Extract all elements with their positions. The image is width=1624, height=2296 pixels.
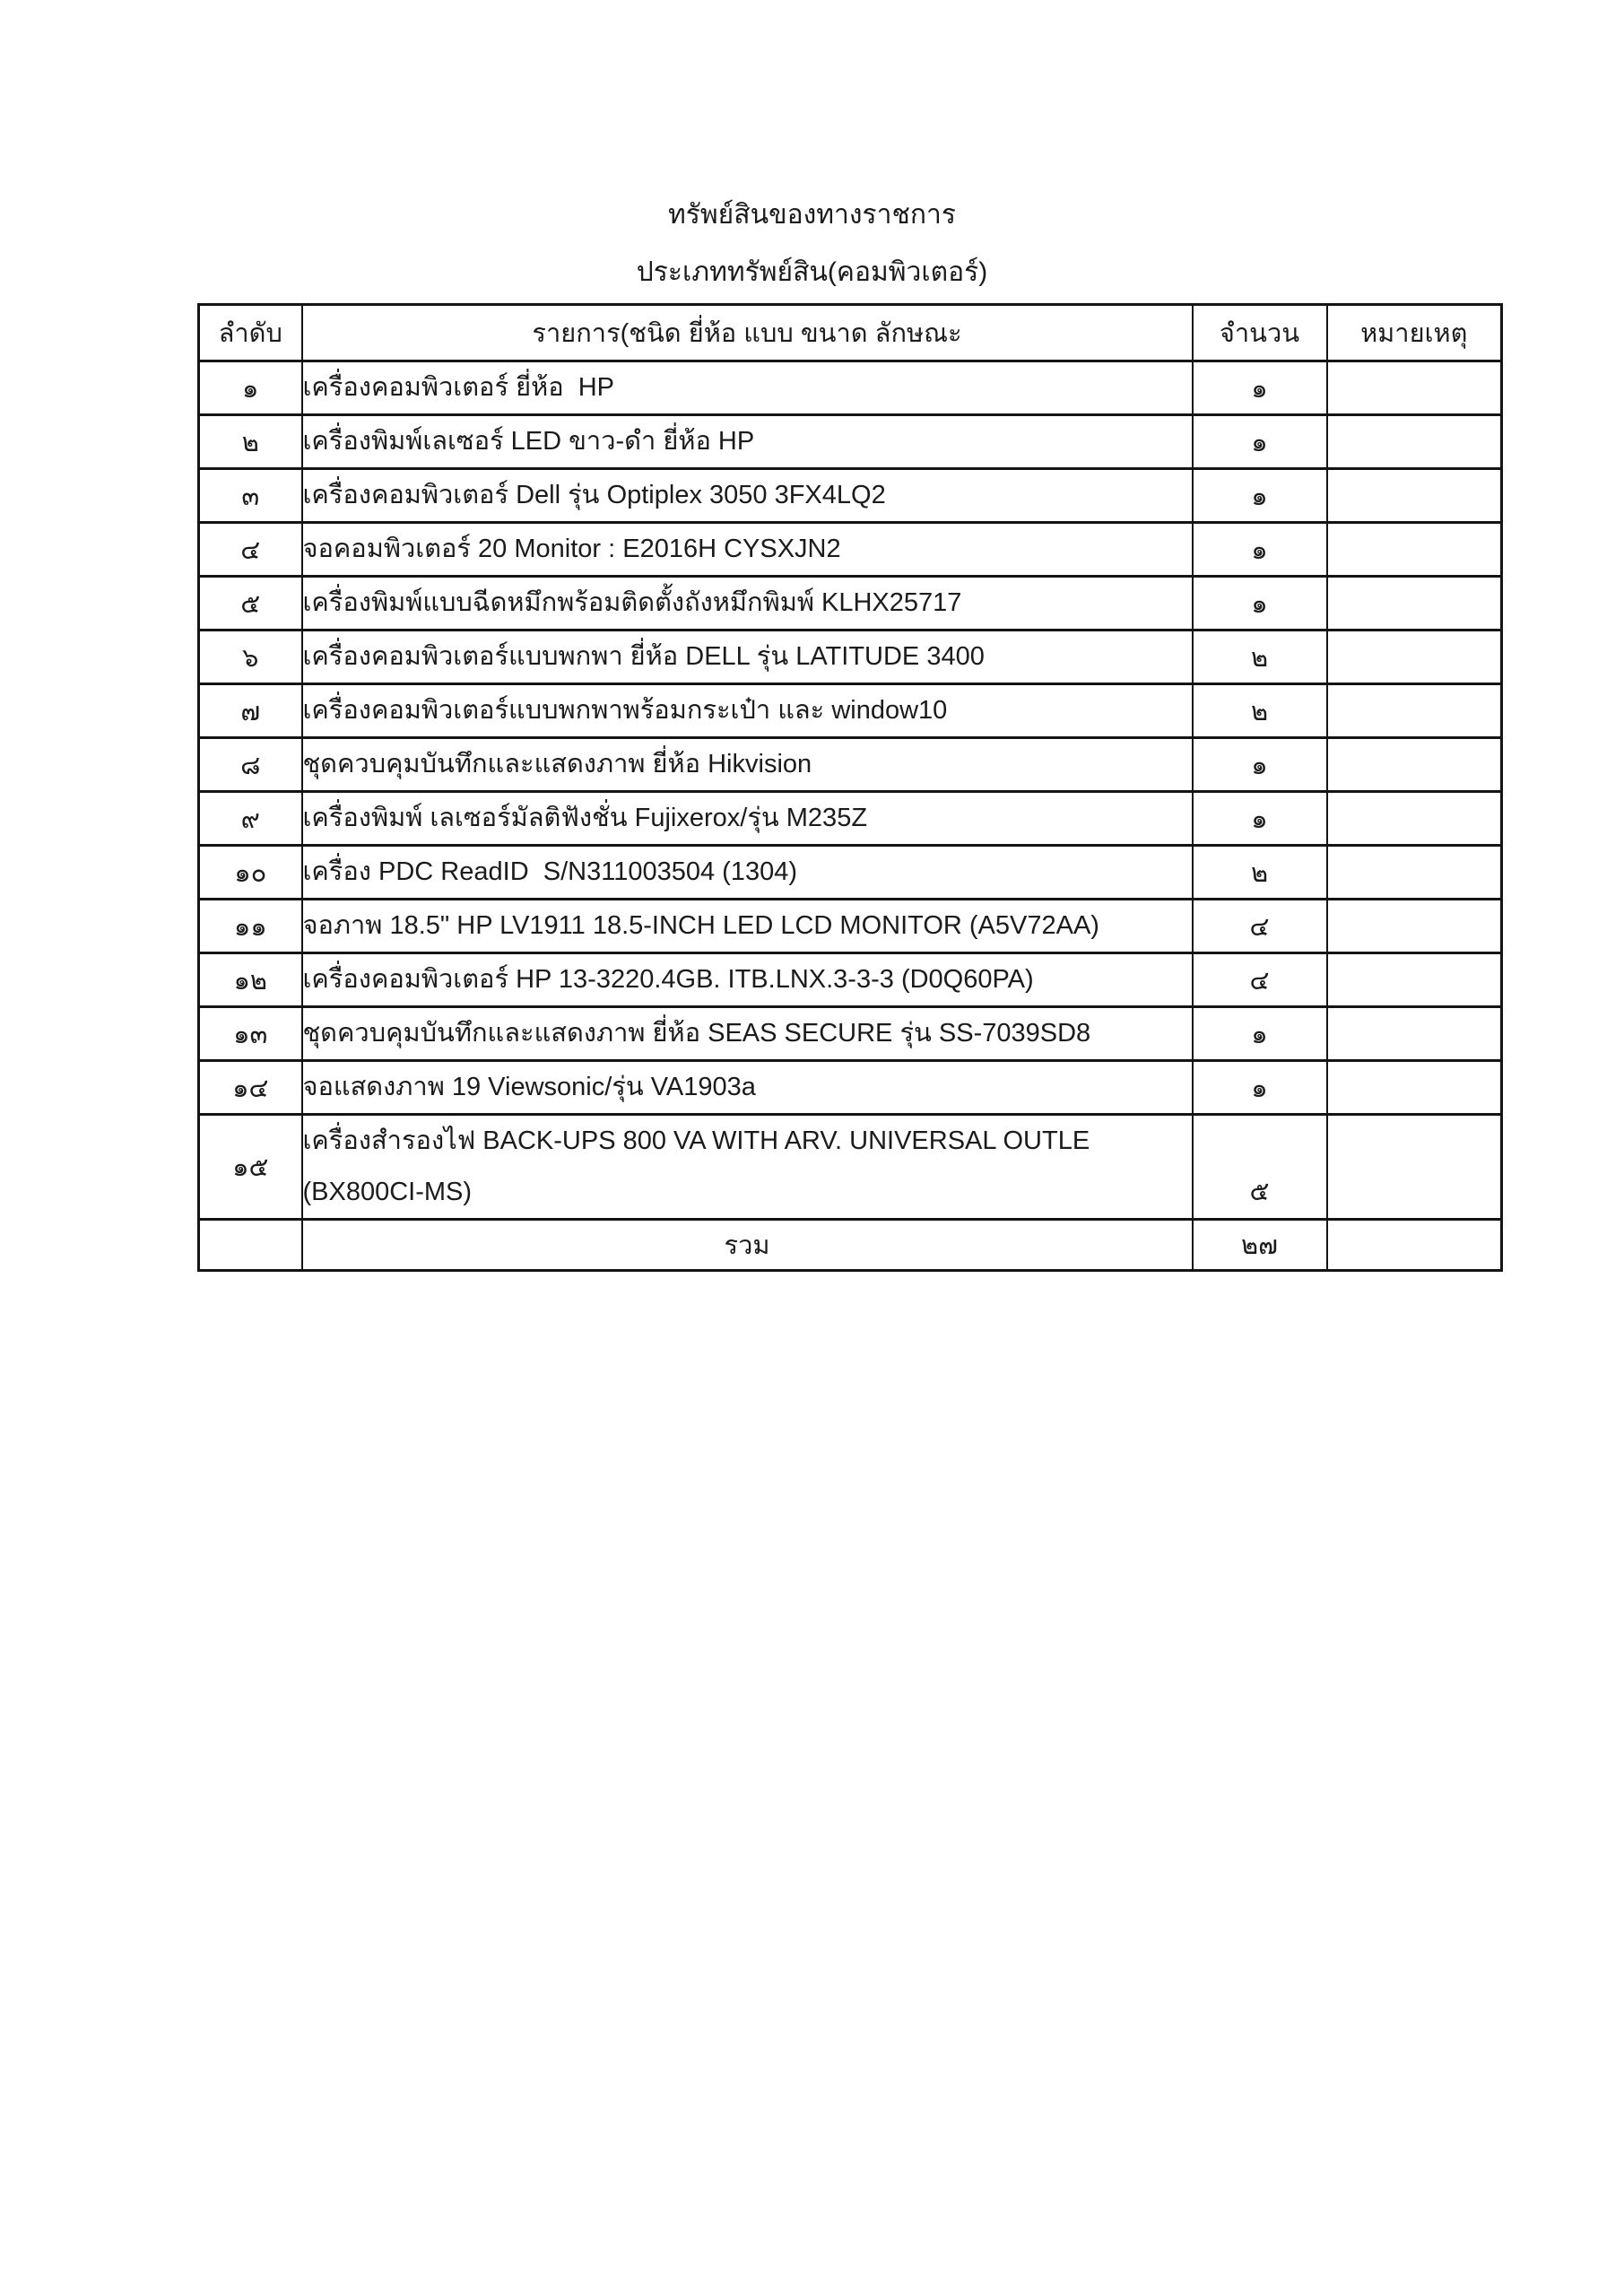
row-index: ๑๔ — [199, 1061, 302, 1115]
row-item: เครื่องคอมพิวเตอร์ HP 13-3220.4GB. ITB.LNX.3-3-3 (D0Q60PA) — [302, 953, 1193, 1007]
total-quantity: ๒๗ — [1193, 1220, 1327, 1271]
row-remark — [1327, 577, 1502, 631]
table-row — [199, 953, 1502, 1007]
total-index-cell — [199, 1220, 302, 1271]
row-item: เครื่องคอมพิวเตอร์ ยี่ห้อ HP — [302, 361, 1193, 415]
row-remark — [1327, 1061, 1502, 1115]
table-row — [199, 523, 1502, 577]
row-remark — [1327, 684, 1502, 738]
table-row — [199, 469, 1502, 523]
header-item: รายการ(ชนิด ยี่ห้อ แบบ ขนาด ลักษณะ — [302, 305, 1193, 361]
row-index: ๑๒ — [199, 953, 302, 1007]
row-index: ๔ — [199, 523, 302, 577]
row-item: ชุดควบคุมบันทึกและแสดงภาพ ยี่ห้อ SEAS SECURE รุ่น SS-7039SD8 — [302, 1007, 1193, 1061]
row-quantity: ๑ — [1193, 469, 1327, 523]
row-index: ๖ — [199, 631, 302, 684]
row-remark — [1327, 953, 1502, 1007]
row-item: เครื่องสำรองไฟ BACK-UPS 800 VA WITH ARV. UNIVERSAL OUTLE (BX800CI-MS) — [302, 1115, 1193, 1220]
row-item: ชุดควบคุมบันทึกและแสดงภาพ ยี่ห้อ Hikvision — [302, 738, 1193, 792]
row-item: เครื่องพิมพ์แบบฉีดหมึกพร้อมติดตั้งถังหมึกพิมพ์ KLHX25717 — [302, 577, 1193, 631]
table-row — [199, 1115, 1502, 1220]
row-quantity: ๑ — [1193, 792, 1327, 846]
row-remark — [1327, 1115, 1502, 1220]
row-index: ๑๓ — [199, 1007, 302, 1061]
row-index: ๑๕ — [199, 1115, 302, 1220]
row-quantity: ๒ — [1193, 684, 1327, 738]
header-remark: หมายเหตุ — [1327, 305, 1502, 361]
row-index: ๓ — [199, 469, 302, 523]
table-row — [199, 415, 1502, 469]
row-quantity: ๑ — [1193, 415, 1327, 469]
table-row — [199, 361, 1502, 415]
row-item: เครื่องพิมพ์เลเซอร์ LED ขาว-ดำ ยี่ห้อ HP — [302, 415, 1193, 469]
row-remark — [1327, 631, 1502, 684]
row-quantity: ๔ — [1193, 900, 1327, 953]
header-quantity: จำนวน — [1193, 305, 1327, 361]
row-index: ๑๐ — [199, 846, 302, 900]
table-row — [199, 846, 1502, 900]
table-row — [199, 684, 1502, 738]
table-header-row — [199, 305, 1502, 361]
row-remark — [1327, 415, 1502, 469]
table-row — [199, 900, 1502, 953]
row-index: ๕ — [199, 577, 302, 631]
table-row — [199, 792, 1502, 846]
row-item: เครื่องคอมพิวเตอร์แบบพกพาพร้อมกระเป๋า และ window10 — [302, 684, 1193, 738]
document-subtitle: ประเภททรัพย์สิน(คอมพิวเตอร์) — [636, 257, 988, 287]
row-remark — [1327, 738, 1502, 792]
table-row — [199, 577, 1502, 631]
table-row — [199, 631, 1502, 684]
row-remark — [1327, 361, 1502, 415]
row-item: จอคอมพิวเตอร์ 20 Monitor : E2016H CYSXJN2 — [302, 523, 1193, 577]
row-quantity: ๒ — [1193, 631, 1327, 684]
total-remark-cell — [1327, 1220, 1502, 1271]
row-remark — [1327, 1007, 1502, 1061]
row-item: จอภาพ 18.5" HP LV1911 18.5-INCH LED LCD MONITOR (A5V72AA) — [302, 900, 1193, 953]
row-item: เครื่อง PDC ReadID S/N311003504 (1304) — [302, 846, 1193, 900]
table-row — [199, 1007, 1502, 1061]
total-row — [199, 1220, 1502, 1271]
total-label: รวม — [302, 1220, 1193, 1271]
row-index: ๑๑ — [199, 900, 302, 953]
row-quantity: ๑ — [1193, 577, 1327, 631]
row-index: ๗ — [199, 684, 302, 738]
row-quantity: ๑ — [1193, 1061, 1327, 1115]
row-quantity: ๑ — [1193, 738, 1327, 792]
row-index: ๙ — [199, 792, 302, 846]
row-remark — [1327, 792, 1502, 846]
document-title: ทรัพย์สินของทางราชการ — [668, 200, 956, 230]
row-item: เครื่องคอมพิวเตอร์ Dell รุ่น Optiplex 3050 3FX4LQ2 — [302, 469, 1193, 523]
row-quantity: ๑ — [1193, 361, 1327, 415]
row-remark — [1327, 469, 1502, 523]
row-index: ๘ — [199, 738, 302, 792]
row-quantity: ๔ — [1193, 953, 1327, 1007]
row-index: ๑ — [199, 361, 302, 415]
row-index: ๒ — [199, 415, 302, 469]
row-item: จอแสดงภาพ 19 Viewsonic/รุ่น VA1903a — [302, 1061, 1193, 1115]
table-row — [199, 738, 1502, 792]
header-index: ลำดับ — [199, 305, 302, 361]
row-remark — [1327, 523, 1502, 577]
assets-table — [197, 303, 1503, 1272]
row-quantity: ๒ — [1193, 846, 1327, 900]
row-quantity: ๑ — [1193, 1007, 1327, 1061]
row-remark — [1327, 846, 1502, 900]
row-remark — [1327, 900, 1502, 953]
row-quantity — [1193, 1115, 1327, 1220]
row-item: เครื่องคอมพิวเตอร์แบบพกพา ยี่ห้อ DELL รุ่น LATITUDE 3400 — [302, 631, 1193, 684]
row-item: เครื่องพิมพ์ เลเซอร์มัลติฟังชั่น Fujixerox/รุ่น M235Z — [302, 792, 1193, 846]
row-quantity: ๑ — [1193, 523, 1327, 577]
row-quantity-value: ๕ — [1249, 1178, 1270, 1206]
table-row — [199, 1061, 1502, 1115]
